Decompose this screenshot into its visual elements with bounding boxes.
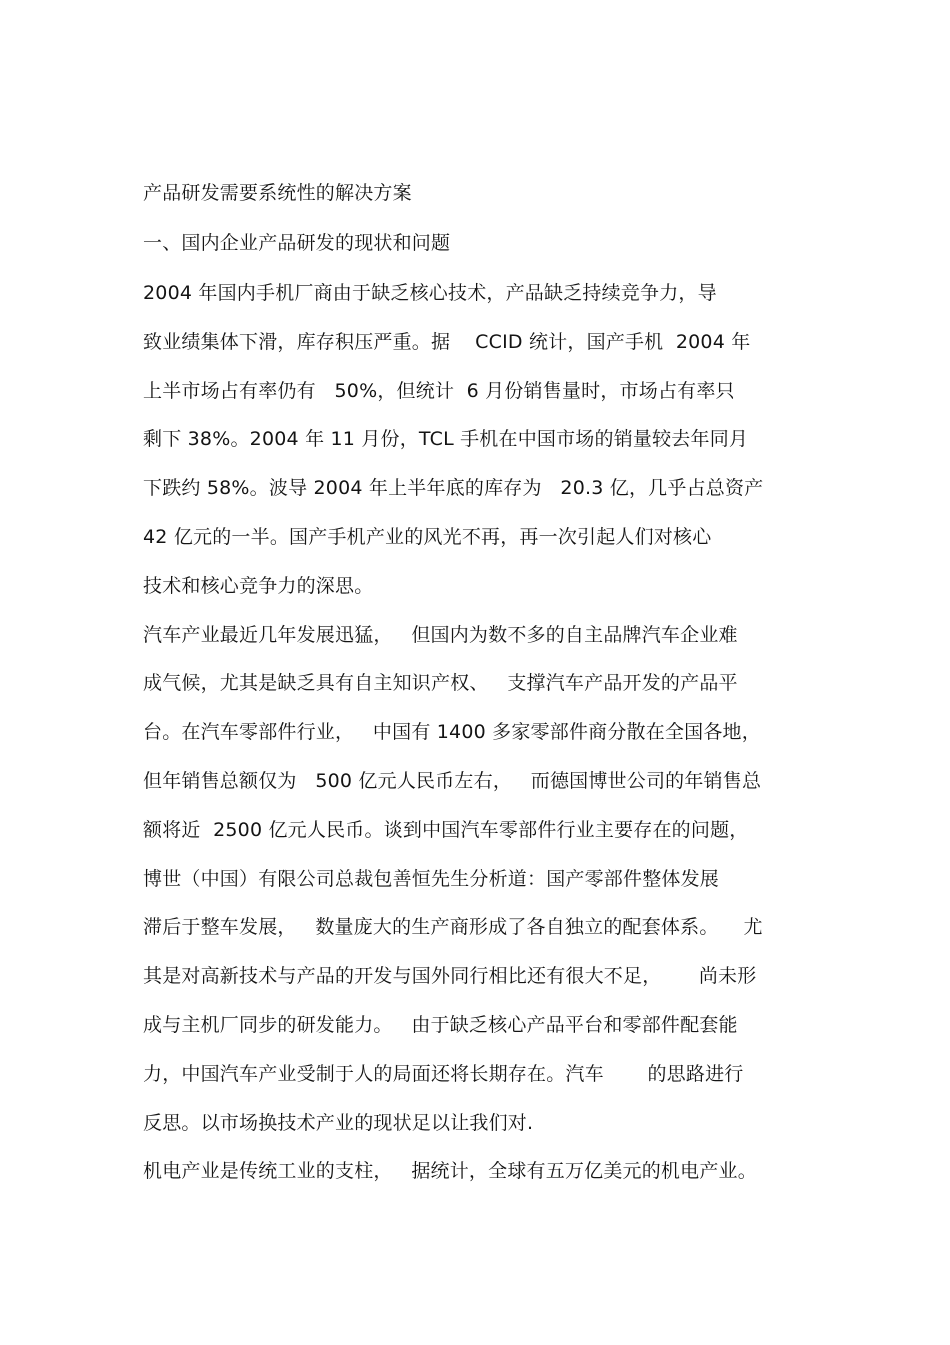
paragraph-line: 上半市场占有率仍有 50%，但统计 6 月份销售量时，市场占有率只 <box>143 379 735 402</box>
paragraph-line: 2004 年国内手机厂商由于缺乏核心技术，产品缺乏持续竞争力，导 <box>143 282 717 304</box>
paragraph-line: 机电产业是传统工业的支柱， 据统计，全球有五万亿美元的机电产业。 <box>143 1160 757 1183</box>
paragraph-line: 42 亿元的一半。国产手机产业的风光不再，再一次引起人们对核心 <box>143 525 712 548</box>
paragraph-mobile-phones <box>143 277 823 619</box>
paragraph-line: 成与主机厂同步的研发能力。 由于缺乏核心产品平台和零部件配套能 <box>143 1013 738 1036</box>
paragraph-electromechanical <box>143 1155 823 1204</box>
document-body <box>143 177 823 1204</box>
document-title: 产品研发需要系统性的解决方案 <box>143 182 412 204</box>
paragraph-line: 博世（中国）有限公司总裁包善恒先生分析道：国产零部件整体发展 <box>143 867 720 890</box>
paragraph-line: 成气候，尤其是缺乏具有自主知识产权、 支撑汽车产品开发的产品平 <box>143 672 738 695</box>
section-heading: 一、国内企业产品研发的现状和问题 <box>143 232 451 254</box>
paragraph-line: 剩下 38%。2004 年 11 月份，TCL 手机在中国市场的销量较去年同月 <box>143 428 749 451</box>
paragraph-line: 下跌约 58%。波导 2004 年上半年底的库存为 20.3 亿，几乎占总资产 <box>143 477 764 500</box>
paragraph-line: 滞后于整车发展， 数量庞大的生产商形成了各自独立的配套体系。 尤 <box>143 916 763 939</box>
paragraph-line: 额将近 2500 亿元人民币。谈到中国汽车零部件行业主要存在的问题， <box>143 818 749 841</box>
paragraph-line: 致业绩集体下滑，库存积压严重。据 CCID 统计，国产手机 2004 年 <box>143 330 751 353</box>
paragraph-line: 反思。以市场换技术产业的现状足以让我们对. <box>143 1111 534 1134</box>
paragraph-automotive <box>143 619 823 1156</box>
paragraph-line: 技术和核心竞争力的深思。 <box>143 574 374 597</box>
paragraph-line: 但年销售总额仅为 500 亿元人民币左右， 而德国博世公司的年销售总 <box>143 769 762 792</box>
paragraph-line: 力，中国汽车产业受制于人的局面还将长期存在。汽车 的思路进行 <box>143 1062 744 1085</box>
paragraph-line: 汽车产业最近几年发展迅猛， 但国内为数不多的自主品牌汽车企业难 <box>143 623 738 646</box>
paragraph-line: 其是对高新技术与产品的开发与国外同行相比还有很大不足， 尚未形 <box>143 965 757 988</box>
paragraph-line: 台。在汽车零部件行业， 中国有 1400 多家零部件商分散在全国各地， <box>143 721 761 744</box>
